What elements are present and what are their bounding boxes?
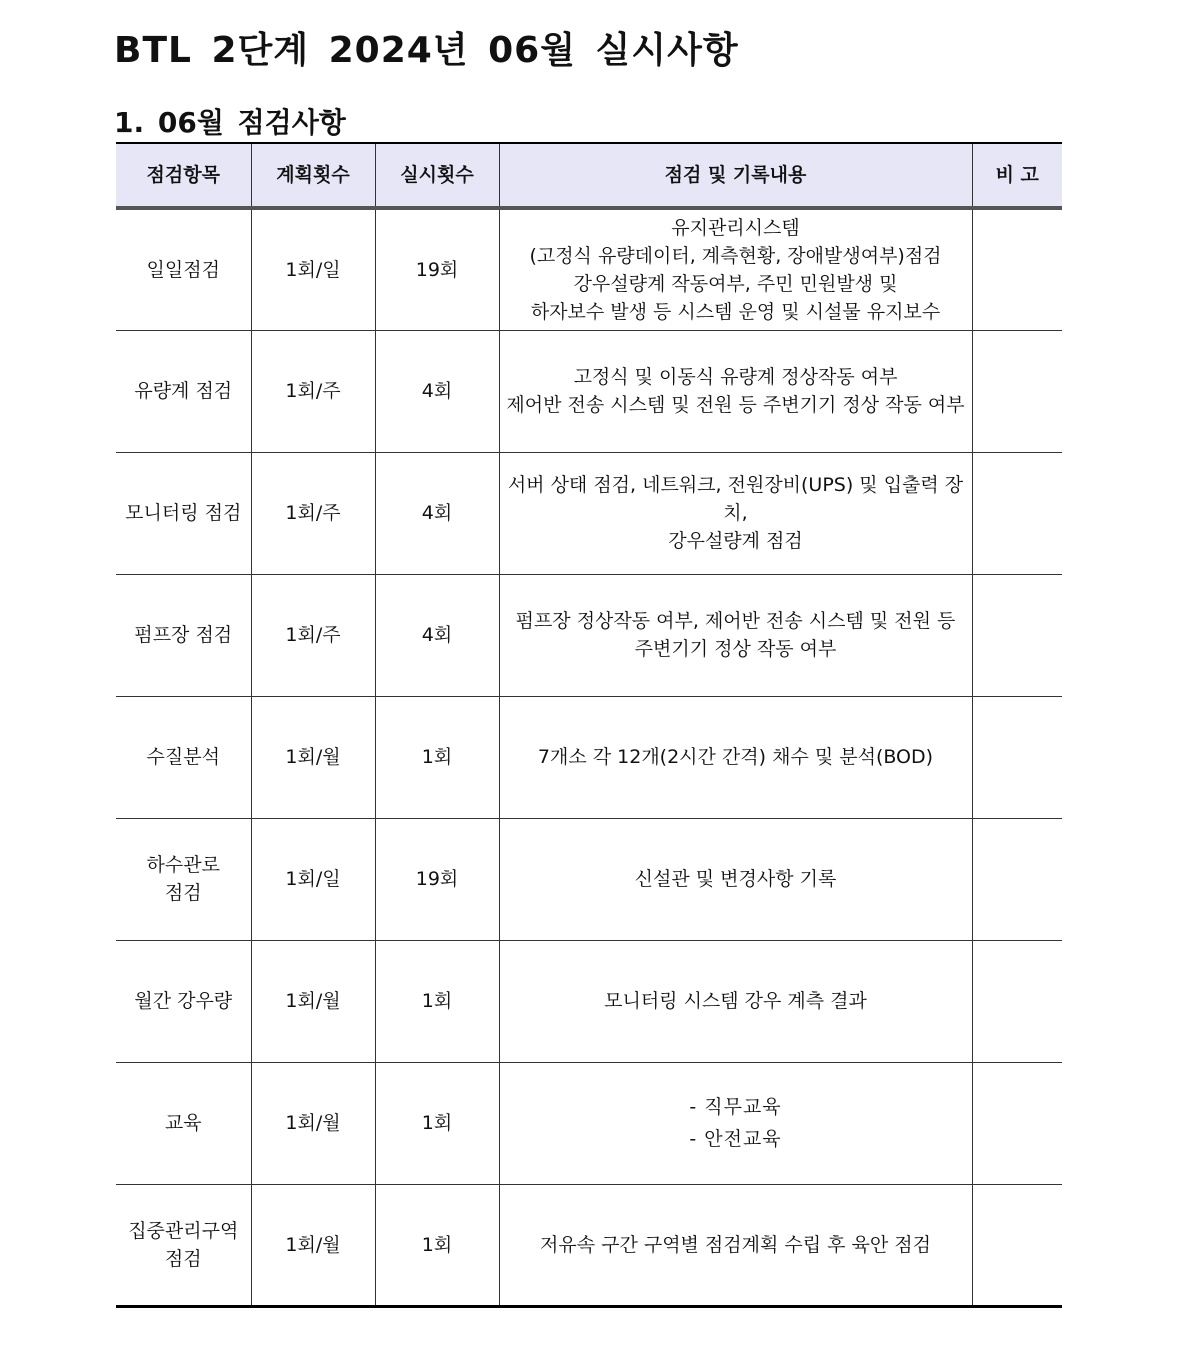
table-row: [116, 208, 1062, 330]
table-body: [116, 208, 1062, 1306]
cell-note: [972, 818, 1062, 940]
table-row: [116, 1184, 1062, 1306]
content-line: - 안전교육: [689, 1128, 782, 1150]
cell-item: [116, 208, 251, 330]
cell-content: [499, 696, 972, 818]
content-line: 하자보수 발생 등 시스템 운영 및 시설물 유지보수: [530, 300, 941, 323]
header-note: 비 고: [972, 143, 1062, 208]
content-line: 유지관리시스템: [671, 216, 800, 239]
cell-planned-count: 1회/주: [251, 574, 375, 696]
content-line: 저유속 구간 구역별 점검계획 수립 후 육안 점검: [539, 1233, 931, 1256]
cell-actual-count: 1회: [375, 1062, 499, 1184]
content-line: 강우설량계 작동여부, 주민 민원발생 및: [573, 272, 898, 295]
header-actual-count: 실시횟수: [375, 143, 499, 208]
content-line: 신설관 및 변경사항 기록: [634, 868, 837, 890]
table-row: [116, 940, 1062, 1062]
cell-item: [116, 330, 251, 452]
content-line: 고정식 및 이동식 유량계 정상작동 여부: [573, 366, 898, 388]
cell-content: [499, 1184, 972, 1306]
cell-item: [116, 452, 251, 574]
item-line: 점검: [164, 1247, 202, 1270]
cell-actual-count: 4회: [375, 574, 499, 696]
content-line: 펌프장 정상작동 여부, 제어반 전송 시스템 및 전원 등: [515, 610, 956, 632]
cell-note: [972, 1184, 1062, 1306]
item-line: 유량계 점검: [134, 380, 233, 402]
cell-planned-count: 1회/일: [251, 208, 375, 330]
cell-item: [116, 1062, 251, 1184]
cell-content: [499, 452, 972, 574]
cell-note: [972, 452, 1062, 574]
cell-planned-count: 1회/월: [251, 1184, 375, 1306]
cell-content: [499, 574, 972, 696]
document-title: BTL 2단계 2024년 06월 실시사항: [114, 30, 739, 71]
cell-item: [116, 574, 251, 696]
cell-planned-count: 1회/월: [251, 940, 375, 1062]
inspection-table: [116, 142, 1062, 1308]
content-line: 서버 상태 점검, 네트워크, 전원장비(UPS) 및 입출력 장치,: [507, 474, 964, 524]
section-title: 1. 06월 점검사항: [114, 106, 346, 139]
header-planned-count: 계획횟수: [251, 143, 375, 208]
item-line: 펌프장 점검: [134, 624, 233, 646]
table-row: [116, 574, 1062, 696]
content-line: 모니터링 시스템 강우 계측 결과: [604, 990, 867, 1012]
cell-planned-count: 1회/주: [251, 330, 375, 452]
header-item: 점검항목: [116, 143, 251, 208]
content-line: 강우설량계 점검: [668, 530, 803, 552]
table-row: [116, 696, 1062, 818]
header-content: 점검 및 기록내용: [499, 143, 972, 208]
cell-note: [972, 574, 1062, 696]
content-line: - 직무교육: [689, 1096, 782, 1118]
table-row: [116, 818, 1062, 940]
cell-item: [116, 1184, 251, 1306]
cell-planned-count: 1회/월: [251, 1062, 375, 1184]
item-line: 일일점검: [146, 258, 220, 281]
cell-content: [499, 818, 972, 940]
cell-actual-count: 4회: [375, 330, 499, 452]
table-row: [116, 452, 1062, 574]
item-line: 월간 강우량: [134, 990, 233, 1012]
cell-content: [499, 940, 972, 1062]
cell-note: [972, 696, 1062, 818]
cell-content: [499, 1062, 972, 1184]
cell-item: [116, 818, 251, 940]
cell-item: [116, 696, 251, 818]
item-line: 교육: [164, 1112, 202, 1134]
content-line: 제어반 전송 시스템 및 전원 등 주변기기 정상 작동 여부: [506, 394, 965, 416]
cell-note: [972, 940, 1062, 1062]
item-line: 하수관로: [146, 854, 220, 876]
cell-content: [499, 330, 972, 452]
cell-actual-count: 1회: [375, 940, 499, 1062]
cell-planned-count: 1회/주: [251, 452, 375, 574]
cell-planned-count: 1회/월: [251, 696, 375, 818]
content-line: 주변기기 정상 작동 여부: [634, 638, 837, 660]
cell-actual-count: 4회: [375, 452, 499, 574]
item-line: 집중관리구역: [128, 1219, 239, 1242]
item-line: 점검: [164, 882, 202, 904]
cell-note: [972, 208, 1062, 330]
content-line: (고정식 유량데이터, 계측현황, 장애발생여부)점검: [529, 244, 942, 267]
content-line: 7개소 각 12개(2시간 간격) 채수 및 분석(BOD): [537, 746, 934, 768]
cell-content: [499, 208, 972, 330]
table-row: [116, 330, 1062, 452]
table-header-row: [116, 143, 1062, 208]
cell-planned-count: 1회/일: [251, 818, 375, 940]
cell-actual-count: 19회: [375, 208, 499, 330]
cell-note: [972, 330, 1062, 452]
cell-actual-count: 1회: [375, 1184, 499, 1306]
cell-actual-count: 19회: [375, 818, 499, 940]
cell-note: [972, 1062, 1062, 1184]
table-row: [116, 1062, 1062, 1184]
cell-item: [116, 940, 251, 1062]
item-line: 수질분석: [146, 746, 220, 768]
cell-actual-count: 1회: [375, 696, 499, 818]
item-line: 모니터링 점검: [125, 502, 242, 524]
